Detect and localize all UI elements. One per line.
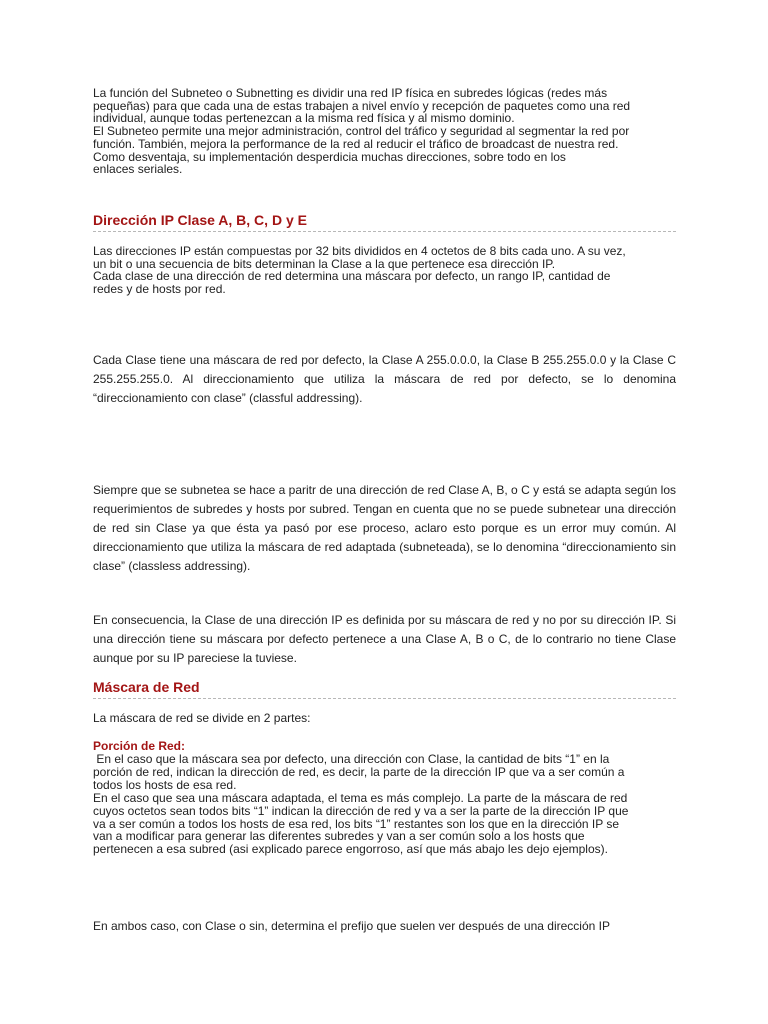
text-line: redes y de hosts por red. [93, 282, 226, 297]
text-line: individual, aunque todas pertenezcan a la misma red física y al mismo dominio. [93, 111, 515, 126]
intro-paragraph [93, 87, 676, 176]
text-line: El Subneteo permite una mejor administración, control del tráfico y seguridad al segmentar la red por [93, 124, 630, 139]
text-line: Cada clase de una dirección de red determina una máscara por defecto, un rango IP, cantidad de [93, 269, 611, 284]
text-line: En el caso que sea una máscara adaptada, el tema es más complejo. La parte de la máscara de red [93, 790, 628, 805]
clases-paragraph-1 [93, 245, 676, 296]
mascara-intro-wrap [93, 712, 676, 725]
clases-paragraph-3-wrap [93, 481, 676, 576]
text-line: cuyos octetos sean todos bits “1” indican la dirección de red y va a ser la parte de la dirección IP que [93, 803, 629, 818]
text-line: función. También, mejora la performance de la red al reducir el tráfico de broadcast de nuestra red. [93, 136, 619, 151]
porcion-red-heading: Porción de Red: [93, 739, 186, 753]
text-line: La función del Subneteo o Subnetting es dividir una red IP física en subredes lógicas (redes más [93, 86, 608, 100]
closing-paragraph-wrap [93, 920, 676, 933]
text-line: pequeñas) para que cada una de estas trabajen a nivel envío y recepción de paquetes como una red [93, 98, 631, 113]
clases-paragraph-3: Siempre que se subnetea se hace a paritr de una dirección de red Clase A, B, o C y está se adapta según los requerimientos de subredes y hosts por subred. Tengan en cuenta que no se puede subnetear una dirección de red sin Clase ya que ésta ya pasó por ese proceso, aclaro esto porque es un error muy común. Al direccionamiento que utiliza la máscara de red adaptada (subneteada), se lo denomina “direccionamiento sin clase” (classless addressing). [93, 483, 676, 574]
clases-paragraph-2-wrap [93, 351, 676, 408]
text-line: va a ser común a todos los hosts de esa red, los bits “1” restantes son los que en la dirección IP se [93, 816, 620, 831]
text-line: pertenecen a esa subred (asi explicado parece engorroso, así que más abajo les dejo ejemplos). [93, 842, 608, 857]
closing-paragraph: En ambos caso, con Clase o sin, determina el prefijo que suelen ver después de una dirección IP [93, 919, 610, 933]
text-line: Las direcciones IP están compuestas por 32 bits divididos en 4 octetos de 8 bits cada uno. A su vez, [93, 244, 626, 258]
section-heading-mascara-wrap [93, 679, 676, 699]
clases-paragraph-4-wrap [93, 611, 676, 668]
mascara-intro: La máscara de red se divide en 2 partes: [93, 711, 311, 725]
clases-paragraph-2: Cada Clase tiene una máscara de red por defecto, la Clase A 255.0.0.0, la Clase B 255.255.0.0 y la Clase C 255.255.255.0. Al direccionamiento que utiliza la máscara de red por defecto, se lo denomina “direccionamiento con clase” (classful addressing). [93, 353, 676, 406]
text-line: van a modificar para generar las diferentes subredes y van a ser común solo a los hosts que [93, 829, 585, 844]
section-heading-mascara: Máscara de Red [93, 679, 676, 699]
text-line: enlaces seriales. [93, 162, 183, 177]
text-line: Como desventaja, su implementación desperdicia muchas direcciones, sobre todo en los [93, 149, 566, 164]
section-heading-clases-wrap [93, 212, 676, 232]
text-line: todos los hosts de esa red. [93, 777, 237, 792]
porcion-red-paragraph [93, 753, 676, 856]
text-line: En el caso que la máscara sea por defecto, una dirección con Clase, la cantidad de bits “1” en la [93, 752, 610, 766]
clases-paragraph-4: En consecuencia, la Clase de una dirección IP es definida por su máscara de red y no por su dirección IP. Si una dirección tiene su máscara por defecto pertenece a una Clase A, B o C, de lo contrario no tiene Clase aunque por su IP pareciese la tuviese. [93, 613, 676, 666]
text-line: un bit o una secuencia de bits determinan la Clase a la que pertenece esa dirección IP. [93, 256, 556, 271]
section-heading-clases: Dirección IP Clase A, B, C, D y E [93, 212, 676, 232]
text-line: porción de red, indican la dirección de red, es decir, la parte de la dirección IP que va a ser común a [93, 764, 625, 779]
